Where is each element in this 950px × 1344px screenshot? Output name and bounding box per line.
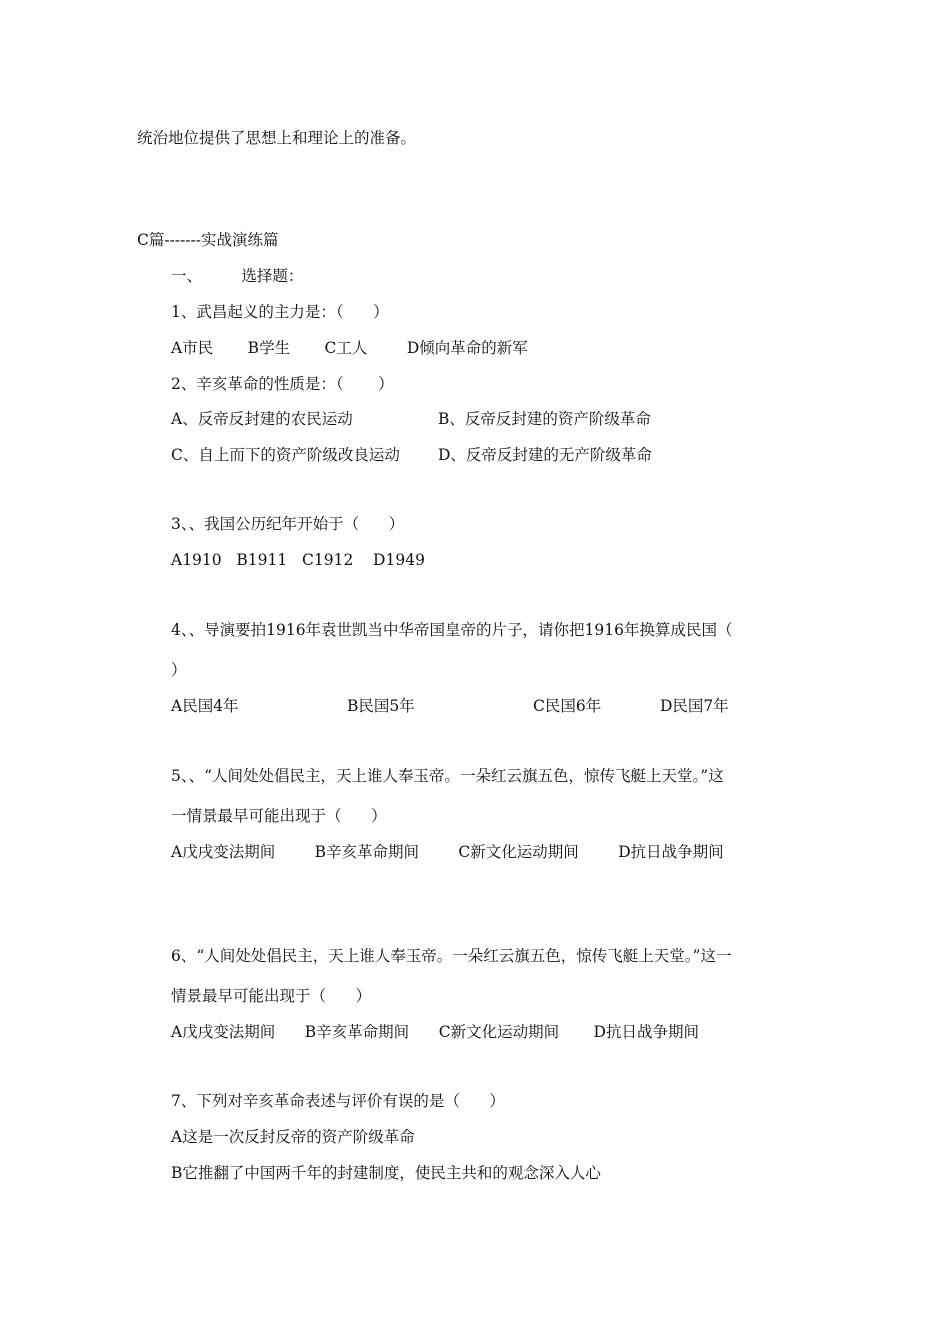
question-4-option-c: C民国6年 — [533, 697, 602, 715]
question-4-option-d: D民国7年 — [660, 697, 729, 715]
question-1-options: A市民 B学生 C工人 D倾向革命的新军 — [171, 339, 528, 357]
question-6-continued: 情景最早可能出现于（ ） — [171, 987, 372, 1005]
question-2-option-c: C、自上而下的资产阶级改良运动 — [171, 446, 400, 464]
subsection-heading: 一、 选择题： — [171, 267, 304, 285]
question-2-option-d: D、反帝反封建的无产阶级革命 — [438, 446, 652, 464]
question-5: 5、、“人间处处倡民主，天上谁人奉玉帝。一朵红云旗五色，惊传飞艇上天堂。”这 — [171, 767, 724, 785]
question-4-option-a: A民国4年 — [171, 697, 239, 715]
question-4-option-b: B民国5年 — [347, 697, 415, 715]
question-6-options: A戊戌变法期间 B辛亥革命期间 C新文化运动期间 D抗日战争期间 — [171, 1023, 699, 1041]
question-2: 2、辛亥革命的性质是：（ ） — [171, 375, 394, 393]
question-7: 7、下列对辛亥革命表述与评价有误的是（ ） — [171, 1092, 505, 1110]
question-6: 6、“人间处处倡民主，天上谁人奉玉帝。一朵红云旗五色，惊传飞艇上天堂。”这一 — [171, 947, 732, 965]
section-heading: C篇-------实战演练篇 — [137, 231, 279, 249]
question-3-options: A1910 B1911 C1912 D1949 — [171, 551, 425, 569]
question-4-continued: ） — [171, 661, 187, 679]
question-7-option-a: A这是一次反封反帝的资产阶级革命 — [171, 1128, 415, 1146]
question-5-options: A戊戌变法期间 B辛亥革命期间 C新文化运动期间 D抗日战争期间 — [171, 843, 724, 861]
question-4: 4、、导演要拍1916年袁世凯当中华帝国皇帝的片子，请你把1916年换算成民国（ — [171, 621, 733, 639]
question-7-option-b: B它推翻了中国两千年的封建制度，使民主共和的观念深入人心 — [171, 1164, 601, 1182]
question-5-continued: 一情景最早可能出现于（ ） — [171, 807, 387, 825]
question-2-option-a: A、反帝反封建的农民运动 — [171, 410, 353, 428]
question-3: 3、、我国公历纪年开始于（ ） — [171, 515, 405, 533]
question-2-option-b: B、反帝反封建的资产阶级革命 — [438, 410, 651, 428]
question-1: 1、武昌起义的主力是：（ ） — [171, 303, 389, 321]
text-line: 统治地位提供了思想上和理论上的准备。 — [137, 129, 417, 147]
